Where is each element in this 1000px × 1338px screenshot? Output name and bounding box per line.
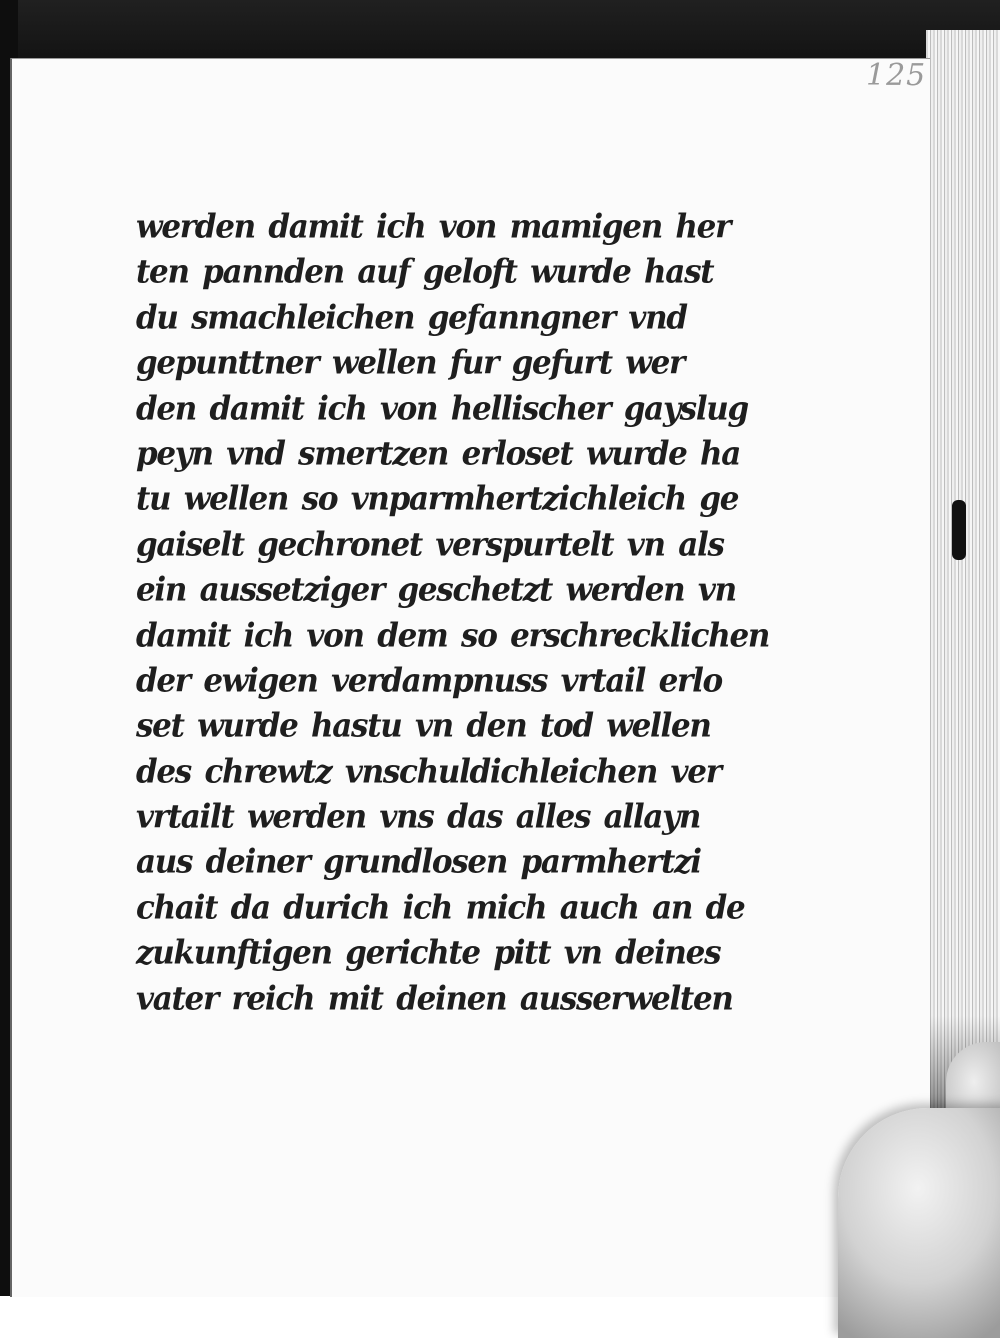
page-tab-marker bbox=[952, 500, 966, 560]
text-line: werden damit ich von mamigen her bbox=[136, 208, 731, 246]
text-line: gepunttner wellen fur gefurt wer bbox=[136, 344, 685, 383]
text-line: chait da durich ich mich auch an de bbox=[136, 888, 745, 927]
text-line: peyn vnd smertzen erloset wurde ha bbox=[136, 435, 741, 473]
thumb bbox=[838, 1108, 1000, 1338]
text-line: aus deiner grundlosen parmhertzi bbox=[136, 843, 701, 882]
text-line: des chrewtz vnschuldichleichen ver bbox=[136, 752, 721, 791]
text-line: damit ich von dem so erschrecklichen bbox=[136, 616, 770, 655]
text-line: set wurde hastu vn den tod wellen bbox=[136, 707, 711, 746]
text-line: ein aussetziger geschetzt werden vn bbox=[136, 571, 736, 609]
text-line: ten pannden auf geloft wurde hast bbox=[136, 253, 714, 292]
text-line: vater reich mit deinen ausserwelten bbox=[136, 979, 733, 1018]
text-line: tu wellen so vnparmhertzichleich ge bbox=[136, 480, 739, 519]
text-line: den damit ich von hellischer gayslug bbox=[136, 389, 748, 428]
text-line: der ewigen verdampnuss vrtail erlo bbox=[136, 661, 722, 700]
text-line: zukunftigen gerichte pitt vn deines bbox=[136, 934, 721, 973]
text-line: gaiselt gechronet verspurtelt vn als bbox=[136, 525, 724, 564]
text-line: vrtailt werden vns das alles allayn bbox=[136, 798, 701, 836]
manuscript-text-block bbox=[136, 205, 770, 1022]
text-line: du smachleichen gefanngner vnd bbox=[136, 298, 687, 337]
folio-number: 125 bbox=[866, 58, 927, 93]
